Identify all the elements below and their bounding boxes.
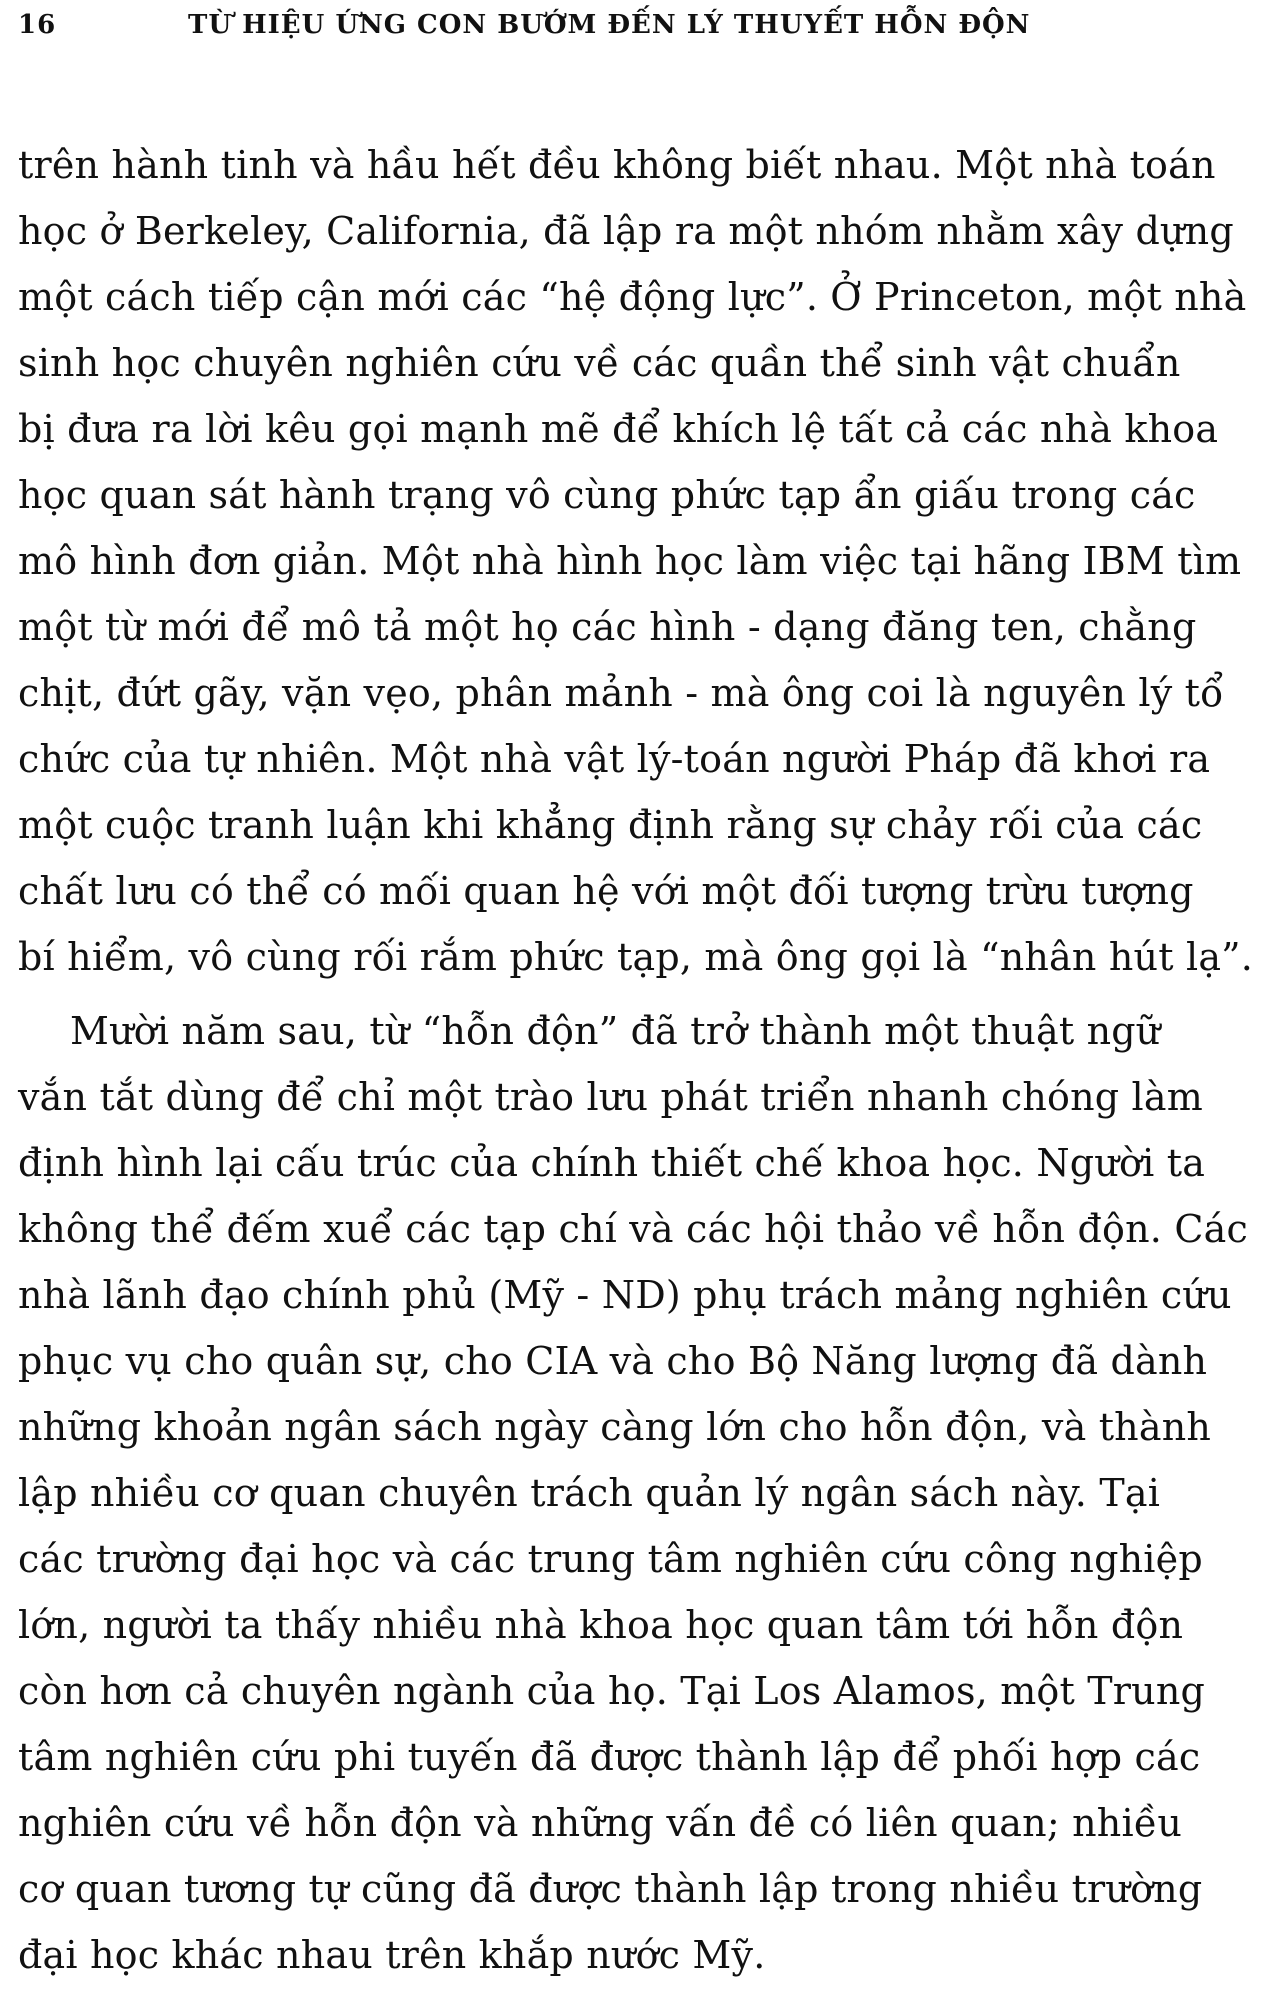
text-line: những khoản ngân sách ngày càng lớn cho hỗn độn, và thành (18, 1405, 1212, 1449)
text-line: còn hơn cả chuyên ngành của họ. Tại Los Alamos, một Trung (18, 1669, 1206, 1713)
text-line: nhà lãnh đạo chính phủ (Mỹ - ND) phụ trách mảng nghiên cứu (18, 1273, 1232, 1317)
text-line: phục vụ cho quân sự, cho CIA và cho Bộ Năng lượng đã dành (18, 1339, 1208, 1383)
text-line: vắn tắt dùng để chỉ một trào lưu phát triển nhanh chóng làm (18, 1075, 1203, 1119)
body-text (18, 132, 1268, 1988)
text-line: chịt, đứt gãy, vặn vẹo, phân mảnh - mà ông coi là nguyên lý tổ (18, 671, 1224, 715)
text-line: lập nhiều cơ quan chuyên trách quản lý ngân sách này. Tại (18, 1471, 1161, 1515)
text-line: đại học khác nhau trên khắp nước Mỹ. (18, 1933, 766, 1977)
text-line: chất lưu có thể có mối quan hệ với một đối tượng trừu tượng (18, 869, 1194, 913)
text-line: học quan sát hành trạng vô cùng phức tạp ẩn giấu trong các (18, 473, 1196, 517)
text-line: học ở Berkeley, California, đã lập ra một nhóm nhằm xây dựng (18, 209, 1234, 253)
text-line: tâm nghiên cứu phi tuyến đã được thành lập để phối hợp các (18, 1735, 1201, 1779)
page-number: 16 (18, 10, 57, 40)
text-line: Mười năm sau, từ “hỗn độn” đã trở thành một thuật ngữ (70, 1009, 1161, 1053)
paragraph-gap (18, 990, 1268, 998)
text-line: lớn, người ta thấy nhiều nhà khoa học quan tâm tới hỗn độn (18, 1603, 1184, 1647)
text-line: không thể đếm xuể các tạp chí và các hội thảo về hỗn độn. Các (18, 1207, 1248, 1251)
text-line: các trường đại học và các trung tâm nghiên cứu công nghiệp (18, 1537, 1203, 1581)
text-line: bị đưa ra lời kêu gọi mạnh mẽ để khích lệ tất cả các nhà khoa (18, 407, 1219, 451)
paragraph-2 (18, 998, 1268, 1988)
text-line: chức của tự nhiên. Một nhà vật lý-toán người Pháp đã khơi ra (18, 737, 1211, 781)
text-line: định hình lại cấu trúc của chính thiết chế khoa học. Người ta (18, 1141, 1206, 1185)
text-line: một cách tiếp cận mới các “hệ động lực”. Ở Princeton, một nhà (18, 275, 1247, 319)
text-line: một từ mới để mô tả một họ các hình - dạng đăng ten, chằng (18, 605, 1197, 649)
text-line: sinh học chuyên nghiên cứu về các quần thể sinh vật chuẩn (18, 341, 1181, 385)
page-header (18, 10, 1262, 50)
text-line: nghiên cứu về hỗn độn và những vấn đề có liên quan; nhiều (18, 1801, 1183, 1845)
running-title: TỪ HIỆU ỨNG CON BƯỚM ĐẾN LÝ THUYẾT HỖN ĐỘN (188, 10, 1031, 40)
text-line: bí hiểm, vô cùng rối rắm phức tạp, mà ông gọi là “nhân hút lạ”. (18, 935, 1254, 979)
text-line: một cuộc tranh luận khi khẳng định rằng sự chảy rối của các (18, 803, 1203, 847)
text-line: cơ quan tương tự cũng đã được thành lập trong nhiều trường (18, 1867, 1203, 1911)
text-line: trên hành tinh và hầu hết đều không biết nhau. Một nhà toán (18, 143, 1216, 187)
text-line: mô hình đơn giản. Một nhà hình học làm việc tại hãng IBM tìm (18, 539, 1242, 583)
paragraph-1 (18, 132, 1268, 990)
